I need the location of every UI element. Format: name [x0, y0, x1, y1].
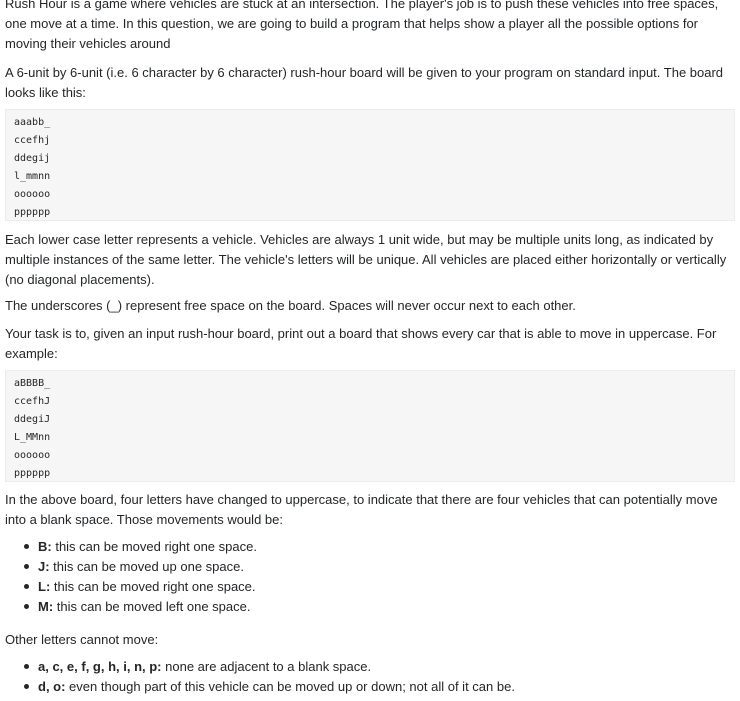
list-item-key: M: — [38, 599, 54, 614]
board-row: aBBBB_ — [14, 378, 51, 389]
letters-paragraph: Each lower case letter represents a vehicle. Vehicles are always 1 unit wide, but may be multiple units long, as indicated by multiple instances of the same letter. The vehicle's letters will be unique. All vehicles are placed either horizontally or vertically (no diagonal placements). — [5, 232, 727, 287]
intro-paragraph: Rush Hour is a game where vehicles are stuck at an intersection. The player's job is to push these vehicles into free spaces, one move at a time. In this question, we are going to build a program that helps show a player all the possible options for moving their vehicles around — [5, 0, 719, 51]
list-item — [0, 577, 740, 597]
bullet-icon — [24, 544, 29, 549]
list-item — [0, 557, 740, 577]
board-row: ccefhj — [14, 135, 51, 146]
board-row: ddegiJ — [14, 414, 51, 425]
board-row: ddegij — [14, 153, 51, 164]
list-item — [0, 597, 740, 617]
board-row: L_MMnn — [14, 432, 51, 443]
list-item-key: L: — [38, 579, 51, 594]
list-item-text: even though part of this vehicle can be moved up or down; not all of it can be. — [65, 679, 515, 694]
bullet-icon — [24, 664, 29, 669]
bullet-icon — [24, 604, 29, 609]
bullet-icon — [24, 584, 29, 589]
board-row: ccefhJ — [14, 396, 51, 407]
list-item-text: this can be moved right one space. — [51, 539, 257, 554]
board-row: aaabb_ — [14, 117, 51, 128]
list-item-key: a, c, e, f, g, h, i, n, p: — [38, 659, 162, 674]
task-paragraph: Your task is to, given an input rush-hour board, print out a board that shows every car that is able to move in uppercase. For example: — [5, 326, 717, 361]
list-item — [0, 657, 740, 677]
board-row: l_mmnn — [14, 171, 51, 182]
board-row: oooooo — [14, 189, 51, 200]
non-movers-list — [0, 657, 740, 697]
list-item-text: none are adjacent to a blank space. — [161, 659, 372, 674]
list-item-text: this can be moved right one space. — [50, 579, 256, 594]
other-paragraph: Other letters cannot move: — [5, 632, 159, 647]
list-item-key: d, o: — [38, 679, 66, 694]
bullet-icon — [24, 684, 29, 689]
list-item — [0, 677, 740, 697]
input-board-code-block — [5, 109, 735, 221]
list-item-text: this can be moved up one space. — [49, 559, 244, 574]
board-row: oooooo — [14, 450, 51, 461]
movements-list — [0, 537, 740, 617]
board-row: pppppp — [14, 207, 51, 218]
underscore-paragraph: The underscores (_) represent free space on the board. Spaces will never occur next to each other. — [5, 298, 576, 313]
list-item-key: B: — [38, 539, 52, 554]
list-item-text: this can be moved left one space. — [53, 599, 251, 614]
board-row: pppppp — [14, 468, 51, 479]
changed-paragraph: In the above board, four letters have changed to uppercase, to indicate that there are four vehicles that can potentially move into a blank space. Those movements would be: — [5, 492, 718, 527]
bullet-icon — [24, 564, 29, 569]
list-item — [0, 537, 740, 557]
output-board-code-block — [5, 370, 735, 482]
board-intro-paragraph: A 6-unit by 6-unit (i.e. 6 character by 6 character) rush-hour board will be given to your program on standard input. The board looks like this: — [5, 65, 724, 100]
list-item-key: J: — [38, 559, 50, 574]
